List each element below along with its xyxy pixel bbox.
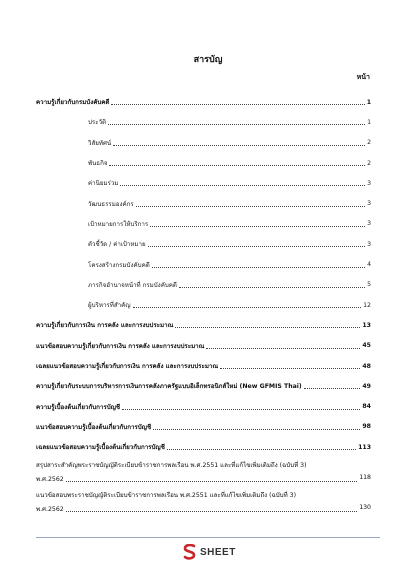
footer-divider [36,537,380,538]
toc-page-number: 12 [363,301,371,309]
toc-page-number: 4 [367,261,371,269]
toc-page-number: 45 [362,342,371,350]
toc-page-number: 3 [367,240,371,248]
toc-entry-title: ความรู้เกี่ยวกับการเงิน การคลัง และการงบประมาณ [36,322,174,330]
toc-entry-title: ผู้บริหารที่สำคัญ [88,302,131,310]
toc-page-number: 118 [359,474,371,482]
toc-page-number: 98 [362,423,371,431]
toc-entry-title-cont: พ.ศ.2562 [36,506,64,514]
toc-page-number: 3 [367,179,371,187]
toc-entry[interactable] [36,112,371,132]
leader-dots [108,123,365,125]
leader-dots [66,480,358,482]
toc-entry[interactable] [36,457,371,487]
page-title: สารบัญ [193,55,223,65]
brand-logo [183,544,236,560]
toc-page-number: 5 [367,281,371,289]
toc-entry-title: พันธกิจ [88,160,108,168]
toc-entry-title: เฉลยแนวข้อสอบความรู้เบื้องต้นเกี่ยวกับการบัญชี [36,444,165,452]
leader-dots [120,184,365,186]
leader-dots [150,225,365,227]
leader-dots [66,510,358,512]
toc-entry[interactable] [36,133,371,153]
table-of-contents [36,92,371,517]
toc-page-number: 1 [367,118,371,126]
leader-dots [136,205,365,207]
toc-entry[interactable] [36,376,371,396]
leader-dots [304,387,361,389]
toc-entry[interactable] [36,295,371,315]
page-column-header: หน้า [356,73,370,81]
toc-entry-title: วัฒนธรรมองค์กร [88,200,134,208]
leader-dots [152,266,365,268]
toc-page-number: 130 [359,504,371,512]
toc-page-number: 13 [362,321,371,329]
toc-entry[interactable] [36,487,371,517]
toc-page-number: 49 [362,382,371,390]
toc-entry[interactable] [36,275,371,295]
toc-page-number: 48 [362,362,371,370]
toc-entry-title: แนวข้อสอบความรู้เกี่ยวกับการเงิน การคลัง และการงบประมาณ [36,342,205,350]
toc-page-number: 3 [367,220,371,228]
toc-entry[interactable] [36,315,371,335]
toc-entry-title: ค่านิยมร่วม [88,180,119,188]
toc-entry-title: แนวข้อสอบพระราชบัญญัติระเบียบข้าราชการพลเรือน พ.ศ.2551 และที่แก้ไขเพิ่มเติมถึง (ฉบับที่ 3) [36,492,296,500]
leader-dots [167,448,356,450]
leader-dots [111,103,364,105]
toc-entry-title: ภารกิจอำนาจหน้าที่ กรมบังคับคดี [88,281,177,289]
toc-entry-title: ตัวชี้วัด / ค่าเป้าหมาย [88,241,146,249]
sheet-logo-icon [183,544,197,560]
toc-entry[interactable] [36,193,371,213]
toc-entry[interactable] [36,153,371,173]
leader-dots [113,144,365,146]
toc-entry[interactable] [36,336,371,356]
toc-entry-title: สรุปสาระสำคัญพระราชบัญญัติระเบียบข้าราชการพลเรือน พ.ศ.2551 และที่แก้ไขเพิ่มเติมถึง (ฉบับที่ 3) [36,462,307,470]
toc-entry-title: ความรู้เบื้องต้นเกี่ยวกับการบัญชี [36,403,121,411]
toc-entry-title: โครงสร้างกรมบังคับคดี [88,261,150,269]
leader-dots [206,347,360,349]
toc-page-number: 3 [367,200,371,208]
toc-entry[interactable] [36,173,371,193]
toc-entry[interactable] [36,254,371,274]
leader-dots [175,326,360,328]
leader-dots [148,245,365,247]
toc-page-number: 113 [358,443,371,451]
toc-entry-title-cont: พ.ศ.2562 [36,476,64,484]
toc-entry[interactable] [36,234,371,254]
toc-entry[interactable] [36,92,371,112]
toc-entry[interactable] [36,396,371,416]
toc-page-number: 1 [366,98,371,106]
toc-entry[interactable] [36,437,371,457]
toc-entry[interactable] [36,417,371,437]
toc-entry-title: เฉลยแนวข้อสอบความรู้เกี่ยวกับการเงิน การคลัง และการงบประมาณ [36,363,219,370]
toc-entry-title: ความรู้เกี่ยวกับกรมบังคับคดี [36,99,110,107]
leader-dots [153,428,360,430]
toc-page-number: 2 [367,159,371,167]
toc-page-number: 2 [367,139,371,147]
toc-entry[interactable] [36,356,371,376]
toc-entry-title: เป้าหมายการให้บริการ [88,220,149,228]
toc-entry-title: แนวข้อสอบความรู้เบื้องต้นเกี่ยวกับการบัญชี [36,423,152,431]
toc-entry-title: ประวัติ [88,119,107,127]
leader-dots [133,306,362,308]
toc-entry[interactable] [36,214,371,234]
leader-dots [220,367,360,369]
leader-dots [109,164,365,166]
brand-name: SHEET [200,546,236,558]
toc-entry-title: ความรู้เกี่ยวกับระบบการบริหารการเงินการคลังภาครัฐแบบอิเล็กทรอนิกส์ใหม่ (New GFMIS Thai) [36,383,302,391]
toc-page-number: 84 [362,403,371,411]
leader-dots [179,286,365,288]
leader-dots [122,408,360,410]
toc-entry-title: วิสัยทัศน์ [88,139,112,147]
